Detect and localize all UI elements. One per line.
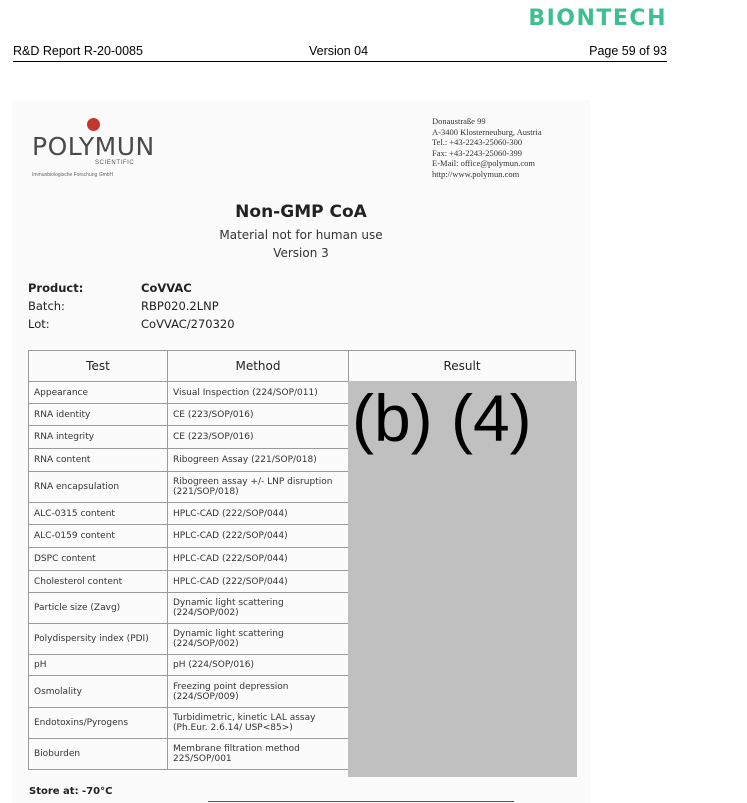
lot-value: CoVVAC/270320 [141,317,235,331]
test-cell: Endotoxins/Pyrogens [29,708,168,739]
method-cell: HPLC-CAD (222/SOP/044) [168,503,349,525]
company-address [432,116,542,180]
product-value: CoVVAC [141,281,192,295]
test-cell: Bioburden [29,739,168,770]
test-cell: Polydispersity index (PDI) [29,624,168,655]
method-cell: CE (223/SOP/016) [168,426,349,449]
batch-label: Batch: [28,299,65,313]
address-line: Tel.: +43-2243-25060-300 [432,137,523,148]
test-cell: pH [29,655,168,676]
polymun-logo [32,118,162,186]
method-cell: Dynamic light scattering (224/SOP/002) [168,593,349,624]
test-cell: RNA encapsulation [29,472,168,503]
method-cell: CE (223/SOP/016) [168,404,349,426]
method-cell: HPLC-CAD (222/SOP/044) [168,548,349,571]
address-line: E-Mail: office@polymun.com [432,158,536,169]
table-header-row [29,351,576,382]
certificate-title: Non-GMP CoA [235,202,367,222]
biontech-logo: BIONTECH [528,6,667,31]
batch-value: RBP020.2LNP [141,299,219,313]
address-line: Fax: +43-2243-25060-399 [432,147,523,158]
test-cell: RNA identity [29,404,168,426]
method-cell: HPLC-CAD (222/SOP/044) [168,525,349,548]
column-header-test: Test [29,351,168,382]
method-cell: HPLC-CAD (222/SOP/044) [168,571,349,593]
certificate-version: Version 3 [273,246,329,260]
test-cell: Cholesterol content [29,571,168,593]
column-header-result: Result [349,351,576,382]
lot-label: Lot: [28,317,50,331]
address-line: http://www.polymun.com [432,168,520,179]
test-cell: RNA integrity [29,426,168,449]
test-cell: Particle size (Zavg) [29,593,168,624]
product-label: Product: [28,281,84,295]
method-cell: Turbidimetric, kinetic LAL assay (Ph.Eur. 2.6.14/ USP<85>) [168,708,349,739]
method-cell: pH (224/SOP/016) [168,655,349,676]
polymun-logo-subtitle: SCIENTIFIC [95,160,135,166]
method-cell: Dynamic light scattering (224/SOP/002) [168,624,349,655]
polymun-logo-ball-icon [87,118,100,131]
polymun-logo-tagline: Immunbiologische Forschung GmbH [32,172,114,178]
signature-line [208,801,514,802]
method-cell: Freezing point depression (224/SOP/009) [168,676,349,708]
polymun-logo-name: POLYMUN [32,132,155,161]
address-line: A-3400 Klosterneuburg, Austria [432,126,542,137]
redaction-label: (b) (4) [352,381,532,455]
test-cell: Appearance [29,382,168,404]
address-line: Donaustraße 99 [432,116,486,126]
test-cell: DSPC content [29,548,168,571]
test-cell: ALC-0315 content [29,503,168,525]
test-cell: ALC-0159 content [29,525,168,548]
test-cell: RNA content [29,449,168,472]
method-cell: Visual Inspection (224/SOP/011) [168,382,349,404]
report-id: R&D Report R-20-0085 [13,44,143,58]
storage-condition: Store at: -70°C [29,786,113,797]
method-cell: Ribogreen Assay (221/SOP/018) [168,449,349,472]
page-number: Page 59 of 93 [589,44,667,58]
header-divider [13,61,667,62]
method-cell: Ribogreen assay +/- LNP disruption (221/SOP/018) [168,472,349,503]
test-cell: Osmolality [29,676,168,708]
column-header-method: Method [168,351,349,382]
certificate-subtitle: Material not for human use [219,228,383,242]
report-version: Version 04 [309,44,369,58]
method-cell: Membrane filtration method 225/SOP/001 [168,739,349,770]
